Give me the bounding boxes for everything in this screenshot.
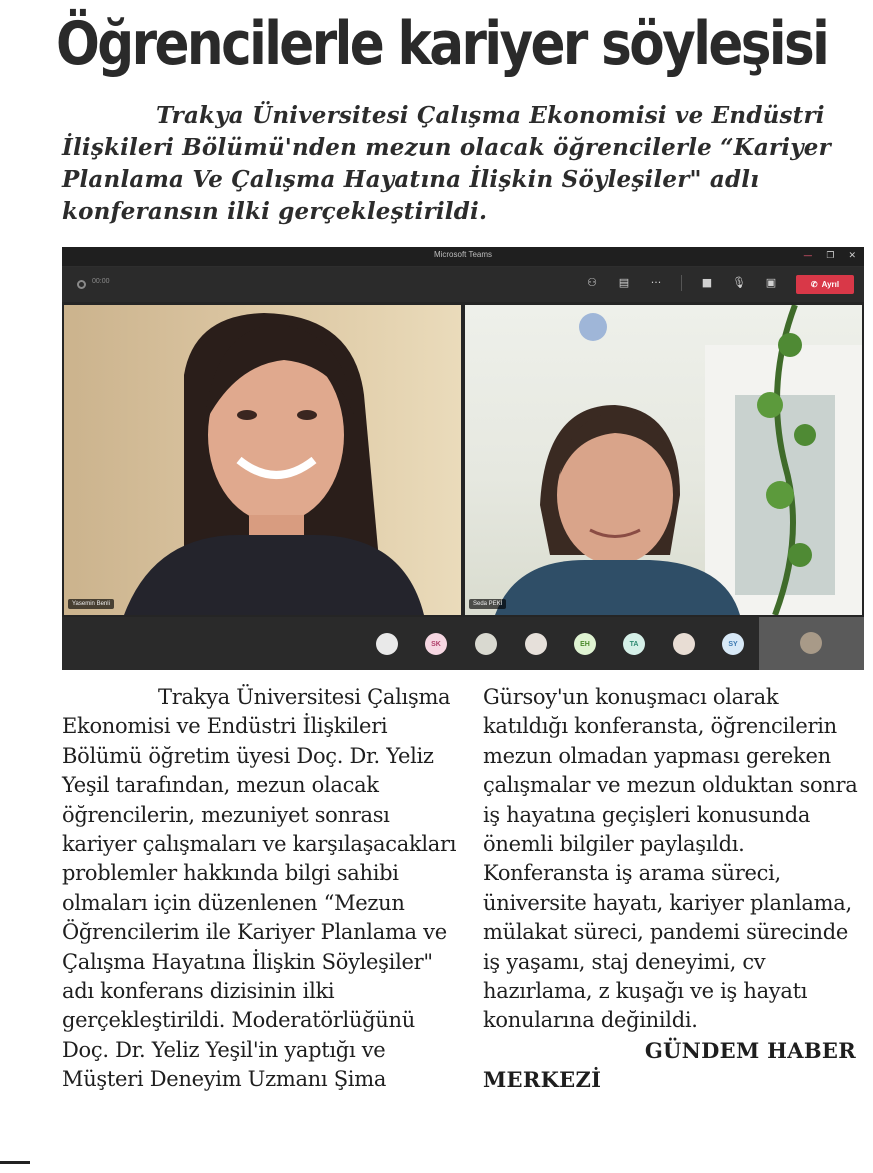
maximize-icon: ❐	[826, 251, 835, 261]
close-icon: ✕	[848, 251, 856, 261]
camera-icon: ■	[701, 276, 713, 289]
share-icon: ▣	[765, 276, 777, 289]
people-icon: ⚇	[587, 276, 597, 289]
participant-avatar	[673, 633, 695, 655]
participant-name-left: Yasemin Benli	[68, 599, 114, 609]
more-icon: ···	[650, 276, 662, 289]
self-avatar	[800, 632, 822, 654]
self-view	[759, 617, 864, 670]
teams-title-bar	[62, 247, 864, 267]
video-tile-right	[465, 305, 862, 615]
article-column-1: Trakya Üniversitesi Çalışma Ekonomisi ve Endüstri İlişkileri Bölümü öğretim üyesi Doç. Dr. Yeliz Yeşil tarafından, mezun olacak öğrencilerin, mezuniyet sonrası kariyer çalışmaları ve karşılaşacakları problemler hakkında bilgi sahibi olmaları için düzenlenen “Mezun Öğrencilerim ile Kariyer Planlama ve Çalışma Hayatına İlişkin Söyleşiler" adı konferans dizisinin ilki gerçekleştirildi. Moderatörlüğünü Doç. Dr. Yeliz Yeşil'in yaptığı ve Müşteri Deneyim Uzmanı Şima	[62, 685, 457, 1092]
signature-line-2: MERKEZİ	[483, 1067, 602, 1093]
participant-image-right	[465, 305, 862, 615]
article-column-2	[483, 683, 868, 1096]
headline: Öğrencilerle kariyer söyleşisi	[56, 9, 828, 79]
chat-icon: ▤	[618, 276, 630, 289]
mic-icon: 🎙︎	[732, 276, 746, 289]
meeting-toolbar	[62, 267, 864, 302]
phone-icon: ✆	[810, 280, 818, 289]
leave-button	[796, 275, 854, 294]
signature-line-1: GÜNDEM HABER	[644, 1037, 856, 1063]
lead-paragraph: Trakya Üniversitesi Çalışma Ekonomisi ve Endüstri İlişkileri Bölümü'nden mezun olacak öğrencilerle “Kariyer Planlama Ve Çalışma Hayatına İlişkin Söyleşiler" adlı konferansın ilki gerçekleştirildi.	[62, 102, 831, 225]
leave-label: Ayrıl	[821, 280, 840, 289]
window-title: Microsoft Teams	[433, 250, 493, 259]
participant-avatar	[475, 633, 497, 655]
participant-strip	[62, 617, 864, 670]
article-column-2-text: Gürsoy'un konuşmacı olarak katıldığı konferansta, öğrencilerin mezun olmadan yapması gereken çalışmalar ve mezun olduktan sonra iş hayatına geçişleri konusunda önemli bilgiler paylaşıldı. Konferansta iş arama süreci, üniversite hayatı, kariyer planlama, mülakat süreci, pandemi sürecinde iş yaşamı, staj deneyimi, cv hazırlama, z kuşağı ve iş hayatı konularına değinildi.	[483, 685, 858, 1033]
video-tile-left	[64, 305, 461, 615]
timer-icon	[77, 280, 86, 289]
participant-avatar	[525, 633, 547, 655]
participant-avatar	[376, 633, 398, 655]
participant-avatar: SY	[722, 633, 744, 655]
toolbar-divider	[681, 275, 682, 291]
participant-avatar: TA	[623, 633, 645, 655]
teams-meeting-photo	[62, 247, 864, 670]
page-corner-mark	[0, 1161, 30, 1164]
participant-image-left	[64, 305, 461, 615]
participant-avatar: SK	[425, 633, 447, 655]
window-controls	[803, 250, 856, 262]
toolbar-icons	[585, 275, 778, 291]
minimize-icon: —	[803, 251, 813, 261]
participant-avatar: EH	[574, 633, 596, 655]
meeting-timer: 00:00	[92, 278, 110, 285]
participant-name-right: Seda PEKİ	[469, 599, 506, 609]
